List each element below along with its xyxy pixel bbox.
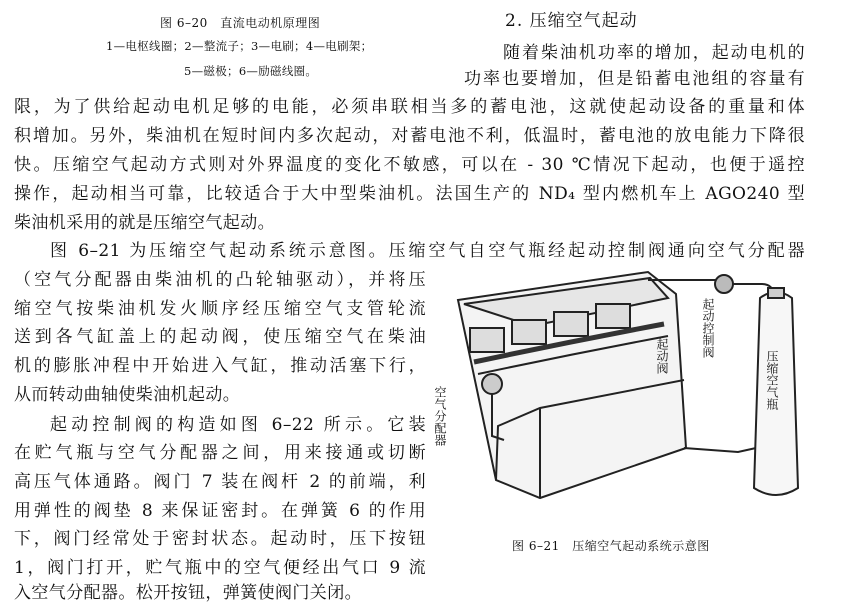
compressed-air-start-system-diagram <box>433 258 824 528</box>
paragraph-1-line-5: 快。压缩空气起动方式则对外界温度的变化不敏感，可以在 - 30 ℃情况下起动，也便于遥控 <box>14 155 805 175</box>
figure-6-20-title: 图 6–20 直流电动机原理图 <box>160 16 321 30</box>
paragraph-3-line-1: 起动控制阀的构造如图 6–22 所示。它装 <box>50 415 426 435</box>
figure-6-21-caption: 图 6–21 压缩空气起动系统示意图 <box>512 539 710 553</box>
paragraph-3-line-5: 下，阀门经常处于密封状态。起动时，压下按钮 <box>14 529 426 549</box>
paragraph-1-line-7: 柴油机采用的就是压缩空气起动。 <box>14 213 275 233</box>
paragraph-3-line-2: 在贮气瓶与空气分配器之间，用来接通或切断 <box>14 443 426 463</box>
paragraph-2-line-1: 图 6–21 为压缩空气起动系统示意图。压缩空气自空气瓶经起动控制阀通向空气分配器 <box>50 241 805 261</box>
section-heading: 2. 压缩空气起动 <box>505 11 638 31</box>
paragraph-3-line-3: 高压气体通路。阀门 7 装在阀杆 2 的前端，利 <box>14 472 426 492</box>
paragraph-1-line-6: 操作，起动相当可靠，比较适合于大中型柴油机。法国生产的 ND₄ 型内燃机车上 AGO240 型 <box>14 184 805 204</box>
label-air-distributor: 空气分配器 <box>433 386 447 446</box>
paragraph-2-line-2: （空气分配器由柴油机的凸轮轴驱动），并将压 <box>14 270 426 290</box>
figure-6-20-legend-line-2: 5—磁极；6—励磁线圈。 <box>184 64 318 78</box>
paragraph-2-line-4: 送到各气缸盖上的起动阀，使压缩空气在柴油 <box>14 327 426 347</box>
paragraph-2-line-5: 机的膨胀冲程中开始进入气缸，推动活塞下行， <box>14 356 426 376</box>
paragraph-1-line-1: 随着柴油机功率的增加，起动电机的 <box>503 43 805 63</box>
figure-6-20-legend-line-1: 1—电枢线圈；2—整流子；3—电刷；4—电刷架； <box>106 39 373 53</box>
paragraph-3-line-4: 用弹性的阀垫 8 来保证密封。在弹簧 6 的作用 <box>14 501 426 521</box>
paragraph-2-line-3: 缩空气按柴油机发火顺序经压缩空气支管轮流 <box>14 299 426 319</box>
label-air-bottle: 压缩空气瓶 <box>765 350 779 410</box>
paragraph-3-line-6: 1，阀门打开，贮气瓶中的空气便经出气口 9 流 <box>14 558 426 578</box>
paragraph-1-line-4: 积增加。另外，柴油机在短时间内多次起动，对蓄电池不利，低温时，蓄电池的放电能力下降很 <box>14 126 805 146</box>
paragraph-1-line-2: 功率也要增加，但是铅蓄电池组的容量有 <box>464 69 805 89</box>
paragraph-1-line-3: 限，为了供给起动电机足够的电能，必须串联相当多的蓄电池，这就使起动设备的重量和体 <box>14 97 805 117</box>
paragraph-3-line-7: 入空气分配器。松开按钮，弹簧使阀门关闭。 <box>14 583 362 603</box>
paragraph-2-line-6: 从而转动曲轴使柴油机起动。 <box>14 385 241 405</box>
label-start-valve: 起动阀 <box>655 338 669 374</box>
label-start-control-valve: 起动控制阀 <box>701 298 715 358</box>
